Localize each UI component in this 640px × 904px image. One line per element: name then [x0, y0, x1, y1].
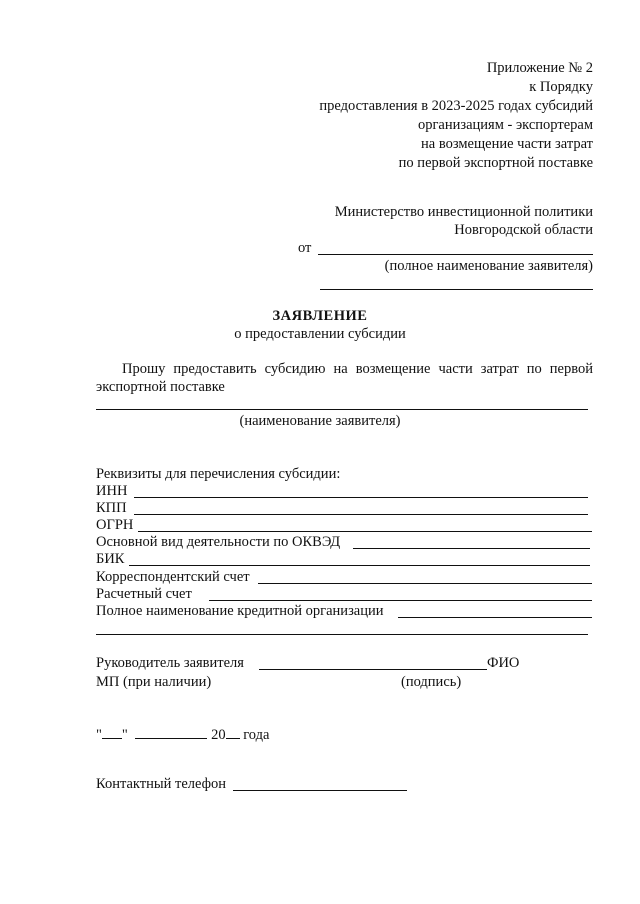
applicant-name-fill-line[interactable] [96, 409, 588, 410]
ogrn-field-row [96, 517, 592, 535]
date-row [96, 724, 269, 742]
header-line: организациям - экспортерам [417, 117, 593, 133]
year-suffix: года [239, 727, 270, 743]
day-fill-line[interactable] [102, 724, 122, 739]
stamp-label: МП (при наличии) [96, 674, 212, 690]
ogrn-label: ОГРН [96, 517, 134, 533]
header-line: по первой экспортной поставке [398, 155, 593, 171]
bank-name-label: Полное наименование кредитной организации [96, 603, 384, 619]
contact-phone-row [96, 776, 416, 794]
kpp-field-row [96, 500, 588, 518]
settlement-account-field-row [96, 586, 592, 604]
header-line: предоставления в 2023-2025 годах субсидий [319, 98, 593, 114]
requisites-heading: Реквизиты для перечисления субсидии: [96, 466, 341, 482]
okved-fill-line[interactable] [353, 548, 590, 549]
request-paragraph: Прошу предоставить субсидию на возмещение части затрат по первой экспортной поставке [96, 361, 593, 395]
bik-field-row [96, 551, 590, 569]
header-line: Приложение № 2 [486, 60, 593, 76]
ogrn-fill-line[interactable] [138, 531, 592, 532]
month-fill-line[interactable] [135, 724, 207, 739]
inn-fill-line[interactable] [134, 497, 588, 498]
settlement-account-label: Расчетный счет [96, 586, 192, 602]
head-label: Руководитель заявителя [96, 655, 244, 671]
stamp-row [96, 674, 536, 692]
addressee-block [253, 204, 593, 240]
kpp-fill-line[interactable] [134, 514, 588, 515]
head-signature-fill-line[interactable] [259, 669, 487, 670]
date-quote-open: " [96, 727, 102, 743]
inn-field-row [96, 483, 588, 501]
signature-caption: (подпись) [401, 674, 462, 690]
corr-account-fill-line[interactable] [258, 583, 592, 584]
applicant-extra-fill-line[interactable] [320, 289, 593, 290]
year-prefix: 20 [211, 727, 226, 743]
phone-label: Контактный телефон [96, 776, 227, 792]
from-label: от [298, 240, 312, 256]
settlement-account-fill-line[interactable] [209, 600, 592, 601]
document-subtitle: о предоставлении субсидии [234, 326, 406, 342]
bik-label: БИК [96, 551, 125, 567]
okved-label: Основной вид деятельности по ОКВЭД [96, 534, 341, 550]
year-fill-line[interactable] [226, 724, 240, 739]
corr-account-label: Корреспондентский счет [96, 569, 250, 585]
bank-name-extra-fill-line[interactable] [96, 634, 588, 635]
fio-label: ФИО [487, 655, 520, 671]
document-title: ЗАЯВЛЕНИЕ [272, 308, 368, 324]
bik-fill-line[interactable] [129, 565, 590, 566]
corr-account-field-row [96, 569, 592, 587]
okved-field-row [96, 534, 590, 552]
bank-name-field-row [96, 603, 592, 621]
from-fill-line[interactable] [318, 254, 593, 255]
addressee-line: Новгородской области [454, 222, 593, 238]
applicant-full-name-caption: (полное наименование заявителя) [384, 258, 593, 274]
kpp-label: КПП [96, 500, 127, 516]
addressee-line: Министерство инвестиционной политики [334, 204, 593, 220]
header-line: к Порядку [529, 79, 593, 95]
header-line: на возмещение части затрат [421, 136, 593, 152]
phone-fill-line[interactable] [233, 790, 407, 791]
attachment-header [253, 60, 593, 174]
inn-label: ИНН [96, 483, 128, 499]
bank-name-fill-line[interactable] [398, 617, 592, 618]
date-quote-close: " [121, 727, 128, 743]
head-signature-row [96, 655, 536, 673]
applicant-name-caption: (наименование заявителя) [239, 413, 401, 429]
from-field-row [298, 240, 593, 258]
